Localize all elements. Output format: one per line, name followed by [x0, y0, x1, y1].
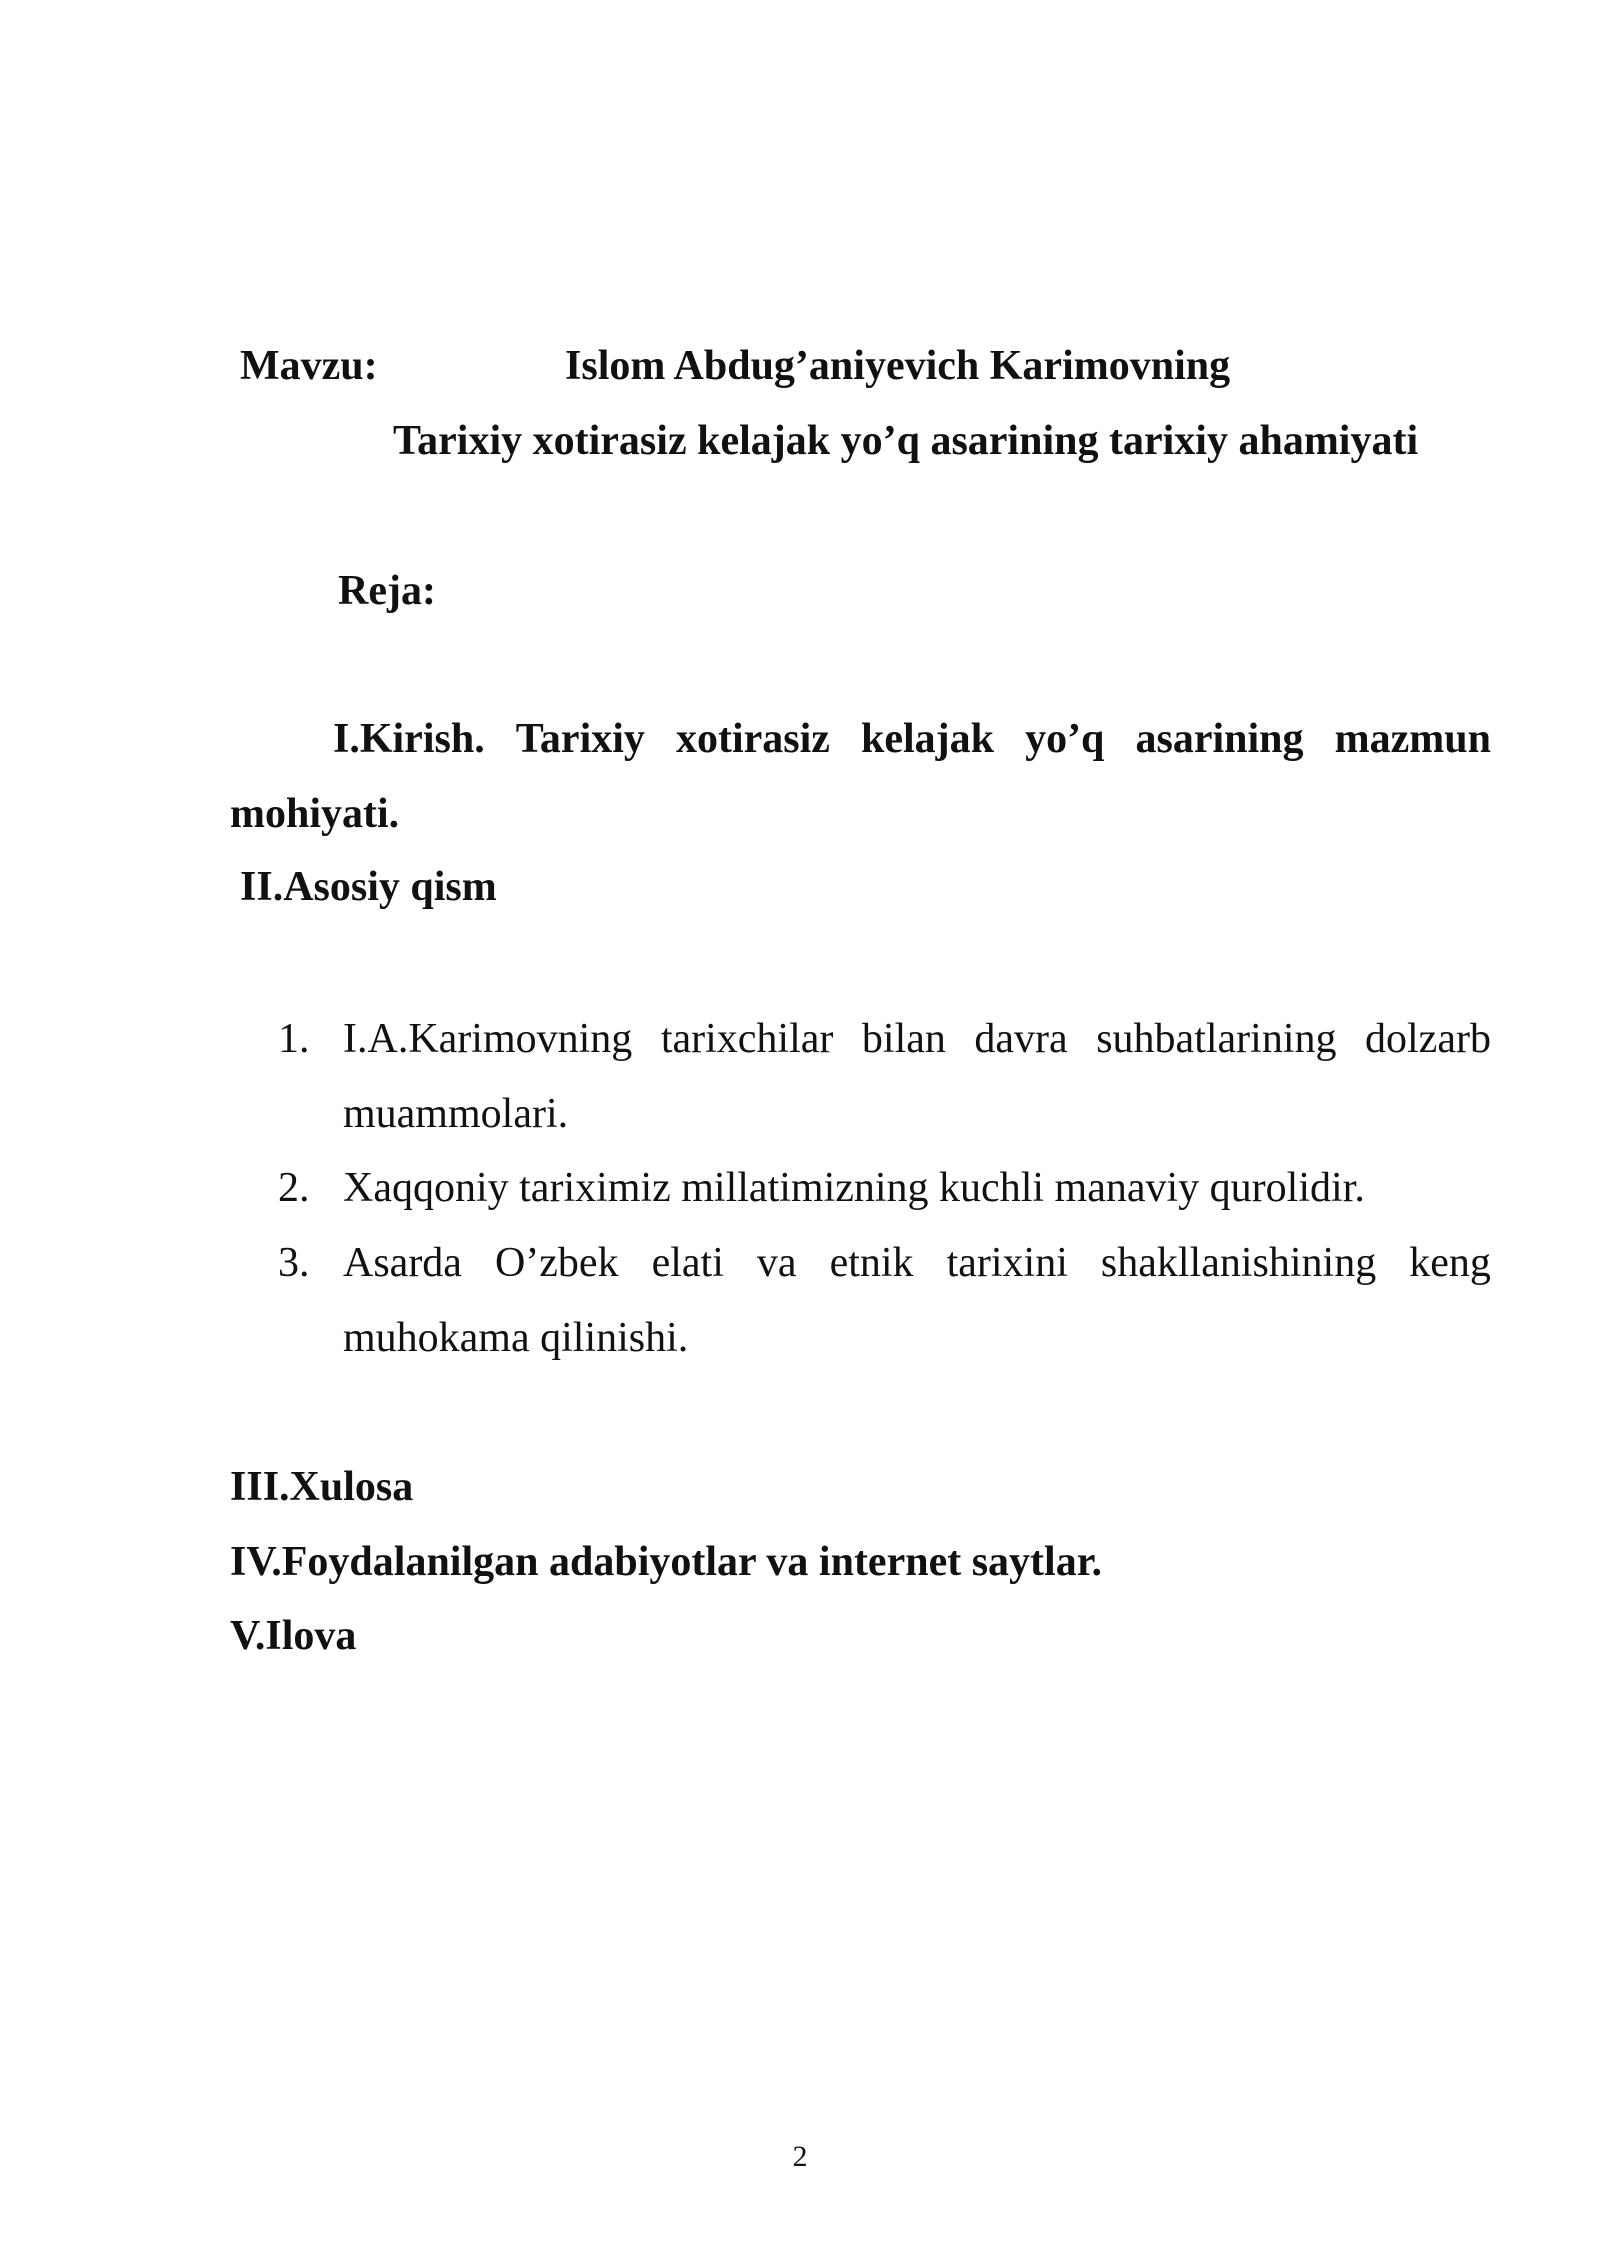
list-item-2: Xaqqoniy tariximiz millatimizning kuchli manaviy qurolidir. — [343, 1165, 1365, 1211]
intro-word: kelajak — [860, 716, 994, 762]
intro-word: xotirasiz — [675, 716, 830, 762]
item-word: suhbatlarining — [1096, 1016, 1337, 1062]
item-word: keng — [1409, 1240, 1491, 1286]
intro-line-2: mohiyati. — [230, 791, 400, 837]
intro-word: mazmun — [1334, 716, 1491, 762]
title-line-1: Islom Abdug’aniyevich Karimovning — [565, 343, 1231, 389]
conclusion-heading: III.Xulosa — [230, 1464, 414, 1510]
item-word: davra — [974, 1016, 1068, 1062]
main-part-heading: II.Asosiy qism — [240, 864, 497, 910]
item-word: etnik — [829, 1240, 914, 1286]
item-word: va — [756, 1240, 797, 1286]
intro-line-1 — [333, 718, 1491, 760]
list-number-1: 1. — [278, 1016, 310, 1062]
list-item-1-line-1 — [343, 1018, 1491, 1060]
plan-heading: Reja: — [338, 568, 436, 614]
list-number-3: 3. — [278, 1240, 310, 1286]
title-line-2: Tarixiy xotirasiz kelajak yo’q asarining tarixiy ahamiyati — [393, 418, 1419, 464]
item-word: O’zbek — [494, 1240, 619, 1286]
item-word: shakllanishining — [1100, 1240, 1377, 1286]
page-number: 2 — [792, 2140, 808, 2173]
item-word: Asarda — [343, 1240, 462, 1286]
references-heading: IV.Foydalanilgan adabiyotlar va internet saytlar. — [230, 1539, 1102, 1585]
intro-word: I.Kirish. — [333, 716, 485, 762]
list-item-1-line-2: muammolari. — [343, 1091, 569, 1137]
item-word: tarixini — [946, 1240, 1068, 1286]
list-item-3-line-1 — [343, 1242, 1491, 1284]
item-word: I.A.Karimovning — [343, 1016, 633, 1062]
list-item-3-line-2: muhokama qilinishi. — [343, 1315, 689, 1361]
intro-word: yo’q — [1025, 716, 1105, 762]
appendix-heading: V.Ilova — [230, 1613, 357, 1659]
mavzu-label: Mavzu: — [240, 343, 378, 389]
intro-word: asarining — [1135, 716, 1304, 762]
intro-word: Tarixiy — [515, 716, 645, 762]
item-word: bilan — [861, 1016, 946, 1062]
item-word: dolzarb — [1365, 1016, 1491, 1062]
list-number-2: 2. — [278, 1165, 310, 1211]
item-word: tarixchilar — [660, 1016, 834, 1062]
item-word: elati — [651, 1240, 724, 1286]
